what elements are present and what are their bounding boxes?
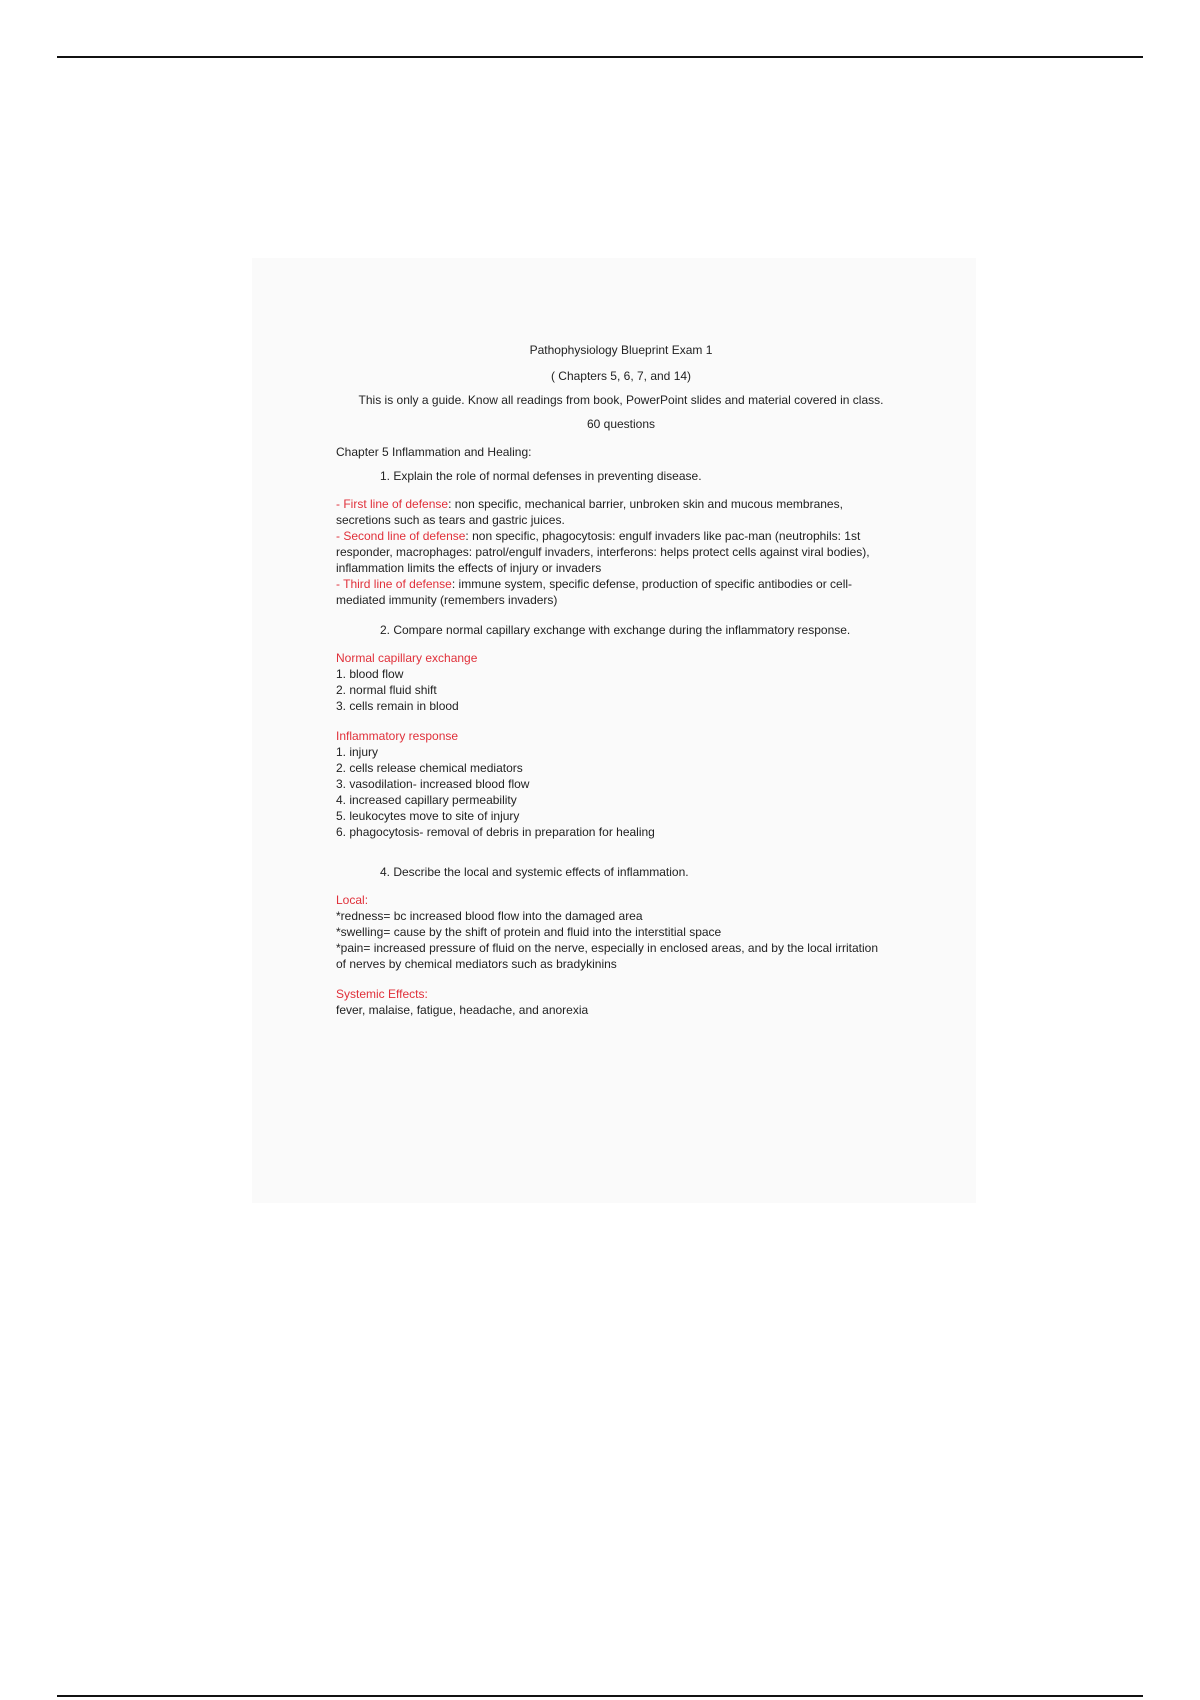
document-subtitle: ( Chapters 5, 6, 7, and 14) (550, 369, 692, 383)
local-effects-section (336, 892, 881, 972)
first-line-label: - First line of defense (336, 497, 449, 511)
question-count: 60 questions (586, 417, 656, 431)
inflammatory-item: 1. injury (336, 745, 379, 759)
chapter-heading: Chapter 5 Inflammation and Healing: (336, 445, 532, 459)
third-line-defense (336, 576, 881, 608)
inflammatory-response-heading: Inflammatory response (336, 729, 459, 743)
local-effect-item: *pain= increased pressure of fluid on the nerve, especially in enclosed areas, and by the local irritation of nerves by chemical mediators such as bradykinins (336, 941, 878, 971)
question-1: 1. Explain the role of normal defenses in preventing disease. (380, 469, 702, 483)
capillary-item: 1. blood flow (336, 667, 404, 681)
inflammatory-item: 6. phagocytosis- removal of debris in preparation for healing (336, 825, 655, 839)
document-title: Pathophysiology Blueprint Exam 1 (529, 343, 713, 357)
defense-lines (336, 496, 881, 608)
capillary-exchange-heading: Normal capillary exchange (336, 651, 478, 665)
inflammatory-response-section (336, 728, 936, 840)
inflammatory-item: 3. vasodilation- increased blood flow (336, 777, 530, 791)
inflammatory-item: 2. cells release chemical mediators (336, 761, 523, 775)
local-effect-item: *redness= bc increased blood flow into the damaged area (336, 909, 643, 923)
document-content (336, 342, 936, 1032)
third-line-text: : immune system, specific defense, production of specific antibodies or cell-mediated immunity (remembers invaders) (336, 577, 853, 607)
first-line-text: : non specific, mechanical barrier, unbroken skin and mucous membranes, secretions such as tears and gastric juices. (336, 497, 843, 527)
local-effects-heading: Local: (336, 893, 369, 907)
systemic-effects-section (336, 986, 936, 1018)
systemic-effects-heading: Systemic Effects: (336, 987, 428, 1001)
second-line-label: - Second line of defense (336, 529, 466, 543)
third-line-label: - Third line of defense (336, 577, 452, 591)
systemic-effects-text: fever, malaise, fatigue, headache, and anorexia (336, 1003, 589, 1017)
inflammatory-item: 4. increased capillary permeability (336, 793, 517, 807)
question-2: 2. Compare normal capillary exchange with exchange during the inflammatory response. (380, 623, 851, 637)
local-effect-item: *swelling= cause by the shift of protein and fluid into the interstitial space (336, 925, 722, 939)
first-line-defense (336, 496, 881, 528)
guide-note: This is only a guide. Know all readings from book, PowerPoint slides and material covered in class. (358, 393, 884, 407)
inflammatory-item: 5. leukocytes move to site of injury (336, 809, 520, 823)
capillary-exchange-section (336, 650, 936, 714)
capillary-item: 2. normal fluid shift (336, 683, 437, 697)
top-rule (57, 56, 1143, 58)
bottom-rule (57, 1695, 1143, 1697)
capillary-item: 3. cells remain in blood (336, 699, 459, 713)
question-4: 4. Describe the local and systemic effects of inflammation. (380, 865, 689, 879)
second-line-text: : non specific, phagocytosis: engulf invaders like pac-man (neutrophils: 1st responder, macrophages: patrol/engulf invaders, interferons: helps protect cells against viral bodies), inflammation limits the effects of injury or invaders (336, 529, 870, 575)
second-line-defense (336, 528, 881, 576)
